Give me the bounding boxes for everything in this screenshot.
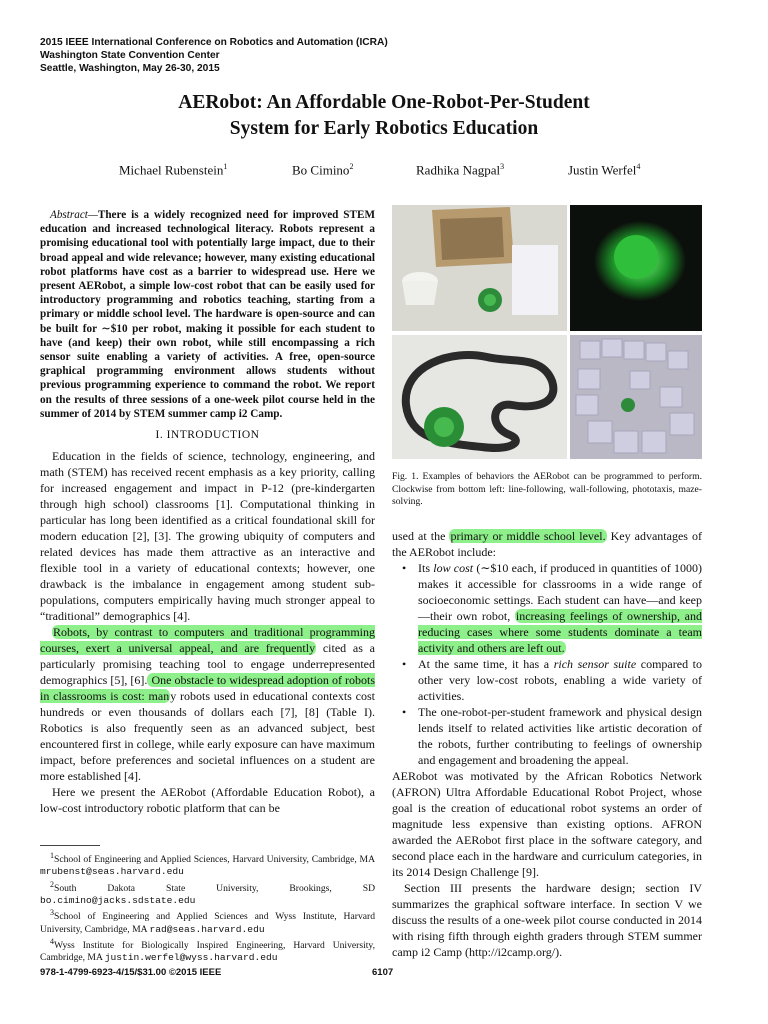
advantage-low-cost: • Its low cost (∼$10 each, if produced in quantities of 1000) makes it accessible for classrooms in a wide range of socioeconomic settings. Each student can have—and keep—their own robot, increasing feelings of ownership, and reducing cases where some students dominate a team activity and others are left out. <box>418 560 702 656</box>
author-4: Justin Werfel$^4$ <box>568 162 641 178</box>
left-column-body <box>40 448 375 816</box>
sections-paragraph: Section III presents the hardware design; section IV summarizes the graphical software interface. In section V we discuss the results of a one-week pilot course conducted in 2014 with rising fifth through eighth graders through STEM summer camp i2 Camp (http://i2camp.org/). <box>392 881 702 959</box>
conference-location: Seattle, Washington, May 26-30, 2015 <box>40 63 220 74</box>
figure-1 <box>392 205 702 459</box>
advantages-list <box>392 560 702 768</box>
highlight-school-level: primary or middle school level. <box>450 529 606 543</box>
figure-caption: Fig. 1. Examples of behaviors the AERobot can be programmed to perform. Clockwise from bottom left: line-following, wall-following, phototaxis, maze-solving. <box>392 471 702 508</box>
section-heading-introduction: I. INTRODUCTION <box>155 429 260 441</box>
email-3: rad@seas.harvard.edu <box>149 923 265 935</box>
footnotes <box>40 850 375 964</box>
photo-wall-following <box>392 205 567 331</box>
advantage-sensor-suite: • At the same time, it has a rich sensor suite compared to other very low-cost robots, enabling a wide variety of activities. <box>418 656 702 704</box>
author-1: Michael Rubenstein$^1$ <box>119 162 228 178</box>
abstract-label: Abstract— <box>50 209 98 221</box>
footnote-2: $^2$South Dakota State University, Brookings, SD bo.cimino@jacks.sdstate.edu <box>40 879 375 906</box>
title-line-1: AERobot: An Affordable One-Robot-Per-Student <box>178 92 590 113</box>
right-lead-paragraph: used at the primary or middle school level. Key advantages of the AERobot include: <box>392 529 702 559</box>
footnote-3: $^3$School of Engineering and Applied Sciences and Wyss Institute, Harvard University, Cambridge, MA rad@seas.harvard.edu <box>40 908 375 935</box>
conference-name: 2015 IEEE International Conference on Robotics and Automation (ICRA) <box>40 37 388 48</box>
abstract <box>40 208 375 421</box>
advantage-design: • The one-robot-per-student framework and physical design lends itself to related activities like artistic decoration of the robots, further contributing to feelings of ownership and engagement and broadening the appeal. <box>418 704 702 768</box>
photo-maze-solving <box>570 335 702 459</box>
email-4: justin.werfel@wyss.harvard.edu <box>104 952 278 964</box>
afron-paragraph: AERobot was motivated by the African Robotics Network (AFRON) Ultra Affordable Educational Robot Project, whose goal is the creation of educational robot systems an order of magnitude less expensive than existing options. AFRON awarded the AERobot first place in the software category, and second place each in the hardware and curriculum categories, in its 2014 Design Challenge [9]. <box>392 769 702 879</box>
intro-paragraph-2: Robots, by contrast to computers and traditional programming courses, exert a universal appeal, and are frequently cited as a particularly promising teaching tool to engage underrepresented demographics [5], [6]. One obstacle to widespread adoption of robots in classrooms is cost: many robots used in educational contexts cost hundreds or even thousands of dollars each [7], [8] (Table I). Robotics is also frequently seen as an advanced subject, best encountered first in college, while early exposure can have maximum impact, before preferences and societal influences on a student are more established [4]. <box>40 625 375 783</box>
highlight-robots-appeal: Robots, by contrast to computers and traditional programming courses, exert a universal appeal, and are frequently <box>40 625 375 655</box>
abstract-text: There is a widely recognized need for improved STEM education and increased technological literacy. Robots represent a promising educational tool with potentially large impact, due to their broad appeal and wide relevance; however, many existing educational robot platforms have cost as a barrier to widespread use. Here we present AERobot, a simple low-cost robot that can be easily used for introductory programming and robotics teaching, starting from a primary or middle school level. The hardware is open-source and can be built for ∼$10 per robot, making it possible for each student to have (and keep) their own robot, while still encompassing a rich sensor suite enabling a variety of activities. A free, open-source graphical programming environment allows students without previous programming experience to command the robot. We report on the results of three sessions of a one-week pilot course held in the summer of 2014 by STEM summer camp i2 Camp. <box>40 209 375 420</box>
right-column-body <box>392 528 702 960</box>
photo-phototaxis <box>570 205 702 331</box>
highlight-ownership: increasing feelings of ownership, and reducing cases where some students dominate a team activity and others are left out. <box>418 609 702 655</box>
footnote-rule <box>40 845 100 846</box>
author-2: Bo Cimino$^2$ <box>292 162 354 178</box>
paper-title <box>0 90 768 142</box>
intro-paragraph-3: Here we present the AERobot (Affordable Education Robot), a low-cost introductory robotic platform that can be <box>40 785 375 815</box>
highlight-cost-obstacle: One obstacle to widespread adoption of robots in classrooms is cost: man <box>40 673 375 703</box>
conference-venue: Washington State Convention Center <box>40 50 220 61</box>
footnote-1: $^1$School of Engineering and Applied Sciences, Harvard University, Cambridge, MA mrubenst@seas.harvard.edu <box>40 851 375 878</box>
photo-line-following <box>392 335 567 459</box>
title-line-2: System for Early Robotics Education <box>229 118 539 139</box>
conference-header <box>40 36 388 75</box>
email-2: bo.cimino@jacks.sdstate.edu <box>40 894 196 906</box>
footnote-4: $^4$Wyss Institute for Biologically Inspired Engineering, Harvard University, Cambridge, MA justin.werfel@wyss.harvard.edu <box>40 936 375 964</box>
intro-paragraph-1: Education in the fields of science, technology, engineering, and math (STEM) has received recent emphasis as a key priority, calling for increased engagement and impact in P-12 (pre-kindergarten through high school) classrooms [1]. Computational thinking in particular has long been identified as a critical foundational skill for modern education [2], [3]. The growing ubiquity of computers and related devices has made them attractive as an interactive and flexible tool in a variety of educational contexts; however, one drawback is the imbalance in engagement among student sub-populations, computers empirically having much stronger appeal to “traditional” demographics [4]. <box>40 449 375 623</box>
email-1: mrubenst@seas.harvard.edu <box>40 866 184 878</box>
page-number: 6107 <box>372 967 394 978</box>
author-3: Radhika Nagpal$^3$ <box>416 162 505 178</box>
footer-isbn: 978-1-4799-6923-4/15/$31.00 ©2015 IEEE <box>40 967 222 978</box>
